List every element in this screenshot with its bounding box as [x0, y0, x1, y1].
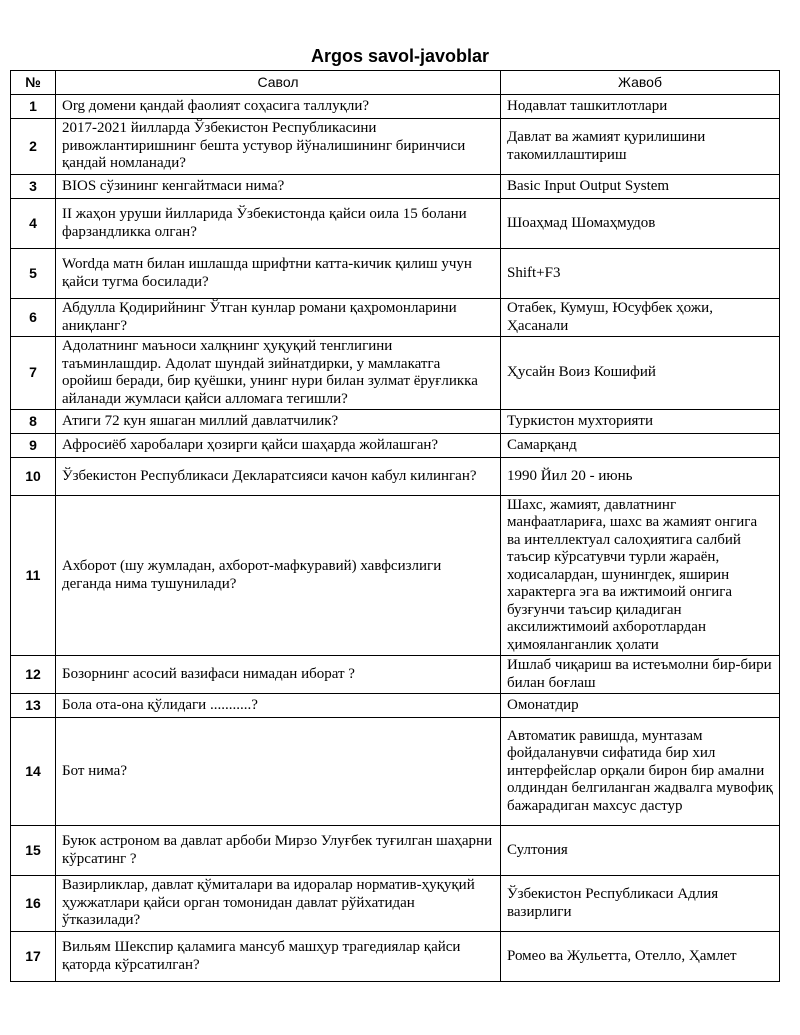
row-number: 3	[11, 175, 56, 199]
answer-cell: Нодавлат ташкитлотлари	[501, 95, 780, 119]
table-row	[11, 249, 780, 299]
question-cell: Бот нима?	[56, 718, 501, 826]
answer-cell: Туркистон мухторияти	[501, 410, 780, 434]
table-row	[11, 337, 780, 410]
question-cell: Wordда матн билан ишлашда шрифтни катта-кичик қилиш учун қайси тугма босилади?	[56, 249, 501, 299]
row-number: 10	[11, 458, 56, 496]
table-row	[11, 826, 780, 876]
row-number: 13	[11, 694, 56, 718]
row-number: 17	[11, 932, 56, 982]
row-number: 2	[11, 119, 56, 175]
header-question: Савол	[56, 71, 501, 95]
answer-cell: Шахс, жамият, давлатнинг манфаатлариға, шахс ва жамият онгига ва интеллектуал салоҳиятига салбий таъсир кўрсатувчи турли жараён, ходисалардан, шунингдек, яширин характерга эга ва ижтимоий онгига бузғунчи таъсир қиладиган аксилижтимоий ахборотлардан ҳимояланганлик ҳолати	[501, 496, 780, 656]
row-number: 12	[11, 656, 56, 694]
question-cell: Бозорнинг асосий вазифаси нимадан иборат ?	[56, 656, 501, 694]
answer-cell: Ишлаб чиқариш ва истеъмолни бир-бири билан боғлаш	[501, 656, 780, 694]
answer-cell: Автоматик равишда, мунтазам фойдаланувчи сифатида бир хил интерфейслар орқали бирон бир амални олдиндан белгиланган жадвалга мувофиқ бажарадиган махсус дастур	[501, 718, 780, 826]
row-number: 15	[11, 826, 56, 876]
table-row	[11, 496, 780, 656]
table-row	[11, 932, 780, 982]
answer-cell: Ромео ва Жульетта, Отелло, Ҳамлет	[501, 932, 780, 982]
answer-cell: Самарқанд	[501, 434, 780, 458]
question-cell: Буюк астроном ва давлат арбоби Мирзо Улуғбек туғилган шаҳарни кўрсатинг ?	[56, 826, 501, 876]
table-row	[11, 458, 780, 496]
table-row	[11, 656, 780, 694]
question-cell: Вильям Шекспир қаламига мансуб машҳур трагедиялар қайси қаторда кўрсатилган?	[56, 932, 501, 982]
answer-cell: 1990 Йил 20 - июнь	[501, 458, 780, 496]
question-cell: Абдулла Қодирийнинг Ўтган кунлар романи қаҳромонларини аниқланг?	[56, 299, 501, 337]
table-row	[11, 199, 780, 249]
answer-cell: Basic Input Output System	[501, 175, 780, 199]
row-number: 11	[11, 496, 56, 656]
table-row	[11, 434, 780, 458]
question-cell: Вазирликлар, давлат қўмиталари ва идоралар норматив-ҳуқуқий ҳужжатлари қайси орган томонидан давлат рўйхатидан ўтказилади?	[56, 876, 501, 932]
row-number: 5	[11, 249, 56, 299]
table-row	[11, 119, 780, 175]
row-number: 4	[11, 199, 56, 249]
row-number: 6	[11, 299, 56, 337]
answer-cell: Отабек, Кумуш, Юсуфбек ҳожи, Ҳасанали	[501, 299, 780, 337]
row-number: 7	[11, 337, 56, 410]
table-row	[11, 95, 780, 119]
header-answer: Жавоб	[501, 71, 780, 95]
question-cell: II жаҳон уруши йилларида Ўзбекистонда қайси оила 15 болани фарзандликка олган?	[56, 199, 501, 249]
question-cell: Афросиёб харобалари ҳозирги қайси шаҳарда жойлашган?	[56, 434, 501, 458]
answer-cell: Ҳусайн Воиз Кошифий	[501, 337, 780, 410]
header-number: №	[11, 71, 56, 95]
question-cell: Атиги 72 кун яшаган миллий давлатчилик?	[56, 410, 501, 434]
row-number: 8	[11, 410, 56, 434]
answer-cell: Омонатдир	[501, 694, 780, 718]
row-number: 14	[11, 718, 56, 826]
table-row	[11, 175, 780, 199]
qa-table	[10, 70, 780, 982]
table-row	[11, 694, 780, 718]
row-number: 9	[11, 434, 56, 458]
answer-cell: Ўзбекистон Республикаси Адлия вазирлиги	[501, 876, 780, 932]
answer-cell: Шоаҳмад Шомаҳмудов	[501, 199, 780, 249]
row-number: 16	[11, 876, 56, 932]
table-header-row	[11, 71, 780, 95]
question-cell: Org домени қандай фаолият соҳасига таллуқли?	[56, 95, 501, 119]
table-row	[11, 718, 780, 826]
answer-cell: Султония	[501, 826, 780, 876]
question-cell: Ахборот (шу жумладан, ахборот-мафкуравий) хавфсизлиги деганда нима тушунилади?	[56, 496, 501, 656]
question-cell: Адолатнинг маъноси халқнинг ҳуқуқий тенглигини таъминлашдир. Адолат шундай зийнатдирки, у мамлакатга оройиш беради, бир қуёшки, унинг нури билан зулмат ёруғликка айланади жумласи қайси алломага тегишли?	[56, 337, 501, 410]
answer-cell: Shift+F3	[501, 249, 780, 299]
question-cell: BIOS сўзининг кенгайтмаси нима?	[56, 175, 501, 199]
row-number: 1	[11, 95, 56, 119]
answer-cell: Давлат ва жамият қурилишини такомиллаштириш	[501, 119, 780, 175]
question-cell: 2017-2021 йилларда Ўзбекистон Республикасини ривожлантиришнинг бешта устувор йўналишининг биринчиси қандай номланади?	[56, 119, 501, 175]
question-cell: Бола ота-она қўлидаги ...........?	[56, 694, 501, 718]
table-row	[11, 876, 780, 932]
table-row	[11, 410, 780, 434]
question-cell: Ўзбекистон Республикаси Декларатсияси качон кабул килинган?	[56, 458, 501, 496]
table-row	[11, 299, 780, 337]
page-title: Argos savol-javoblar	[310, 46, 490, 66]
